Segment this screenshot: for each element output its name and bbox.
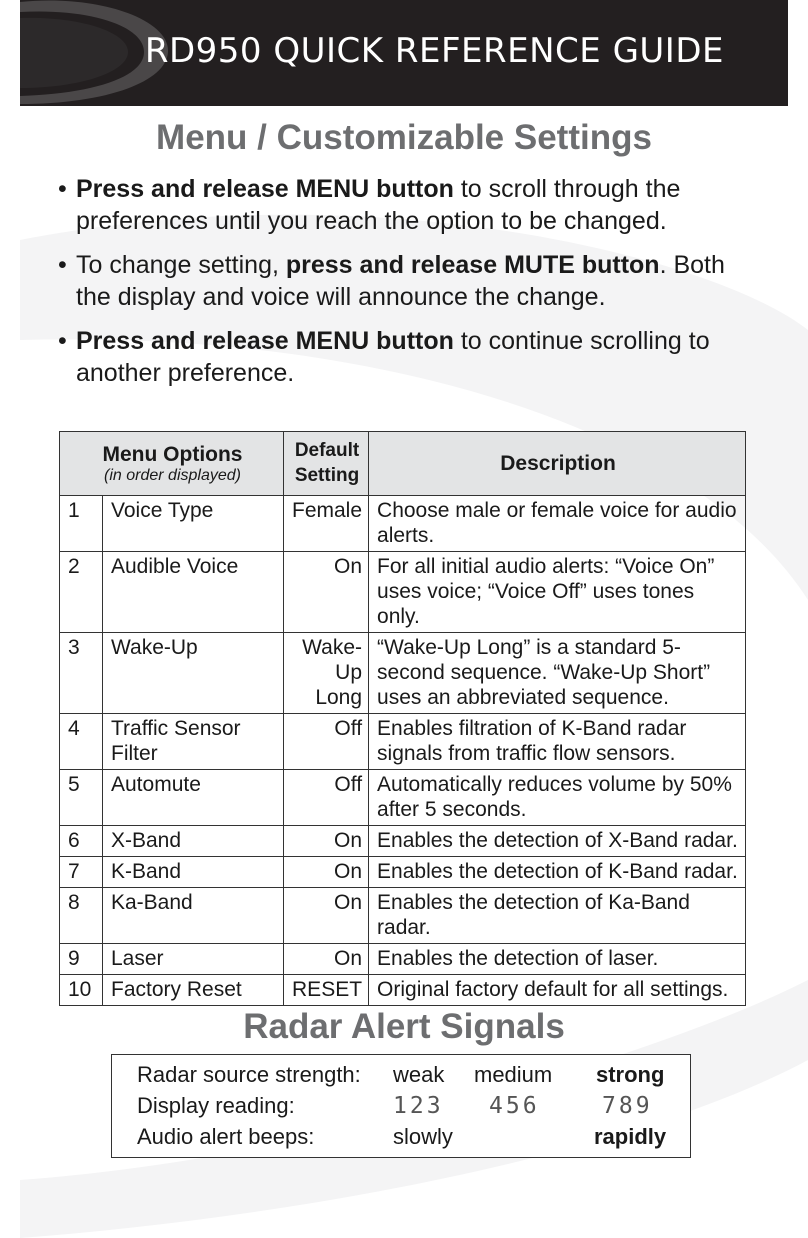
radar-section-title: Radar Alert Signals — [243, 1007, 565, 1046]
row-option: Traffic Sensor Filter — [103, 714, 284, 770]
row-number: 9 — [60, 944, 103, 975]
row-default: On — [284, 552, 369, 633]
row-default: On — [284, 888, 369, 944]
table-row — [60, 826, 746, 857]
table-row — [60, 770, 746, 826]
table-row — [60, 552, 746, 633]
row-default: On — [284, 857, 369, 888]
instruction-bold: Press and release MENU button — [76, 327, 454, 355]
row-description: For all initial audio alerts: “Voice On” uses voice; “Voice Off” uses tones only. — [369, 552, 746, 633]
header-options-sublabel: (in order displayed) — [104, 466, 241, 484]
row-number: 8 — [60, 888, 103, 944]
strength-medium: medium — [474, 1062, 553, 1087]
table-row — [60, 975, 746, 1006]
row-option: Factory Reset — [103, 975, 284, 1006]
header-menu-options — [60, 432, 284, 496]
row-number: 2 — [60, 552, 103, 633]
bullet-icon: • — [58, 327, 67, 355]
row-number: 5 — [60, 770, 103, 826]
row-option: Wake-Up — [103, 633, 284, 714]
menu-section-title: Menu / Customizable Settings — [156, 118, 652, 157]
row-option: X-Band — [103, 826, 284, 857]
table-row — [60, 944, 746, 975]
row-number: 4 — [60, 714, 103, 770]
instruction-bold: Press and release MENU button — [76, 175, 454, 203]
header-banner — [20, 0, 788, 106]
guide-title: RD950 QUICK REFERENCE GUIDE — [144, 31, 724, 71]
row-option: K-Band — [103, 857, 284, 888]
display-label: Display reading: — [137, 1093, 295, 1118]
table-row — [60, 888, 746, 944]
instruction-text: . Both the display and voice will announce the change. — [76, 251, 725, 311]
header-description: Description — [369, 432, 746, 496]
row-description: Enables the detection of laser. — [369, 944, 746, 975]
display-row — [137, 1093, 677, 1123]
row-option: Laser — [103, 944, 284, 975]
beeps-rapidly: rapidly — [594, 1124, 667, 1149]
strength-weak: weak — [393, 1062, 445, 1087]
instruction-text: to scroll through the preferences until you reach the option to be changed. — [76, 175, 681, 235]
row-description: Enables filtration of K-Band radar signals from traffic flow sensors. — [369, 714, 746, 770]
beeps-row — [137, 1124, 677, 1154]
row-description: Automatically reduces volume by 50% after 5 seconds. — [369, 770, 746, 826]
row-number: 10 — [60, 975, 103, 1006]
strength-row — [137, 1062, 677, 1092]
row-option: Automute — [103, 770, 284, 826]
display-reading-1: 123 — [393, 1093, 444, 1119]
menu-options-table — [59, 431, 746, 1006]
bullet-icon: • — [58, 251, 67, 279]
instruction-list — [56, 173, 756, 401]
row-default: On — [284, 944, 369, 975]
instruction-text: To change setting, — [76, 251, 286, 279]
row-option: Audible Voice — [103, 552, 284, 633]
header-options-label: Menu Options — [102, 442, 243, 466]
instruction-item — [56, 325, 756, 389]
row-default: Off — [284, 770, 369, 826]
row-default: Wake-Up Long — [284, 633, 369, 714]
row-description: “Wake-Up Long” is a standard 5-second sequence. “Wake-Up Short” uses an abbreviated sequence. — [369, 633, 746, 714]
display-reading-2: 456 — [489, 1093, 540, 1119]
row-option: Voice Type — [103, 496, 284, 552]
row-default: Off — [284, 714, 369, 770]
table-row — [60, 857, 746, 888]
header-default-setting — [284, 432, 369, 496]
row-number: 7 — [60, 857, 103, 888]
row-description: Enables the detection of K-Band radar. — [369, 857, 746, 888]
row-description: Choose male or female voice for audio alerts. — [369, 496, 746, 552]
table-row — [60, 496, 746, 552]
display-reading-3: 789 — [602, 1093, 653, 1119]
instruction-item — [56, 173, 756, 237]
row-number: 3 — [60, 633, 103, 714]
instruction-item — [56, 249, 756, 313]
instruction-bold: press and release MUTE button — [285, 251, 660, 279]
row-description: Enables the detection of X-Band radar. — [369, 826, 746, 857]
table-row — [60, 714, 746, 770]
row-default: On — [284, 826, 369, 857]
bullet-icon: • — [58, 175, 67, 203]
header-default-line1: Default — [294, 440, 360, 461]
beeps-slowly: slowly — [393, 1124, 453, 1149]
beeps-label: Audio alert beeps: — [137, 1124, 315, 1149]
strength-strong: strong — [596, 1062, 665, 1087]
radar-alert-box — [111, 1054, 691, 1158]
row-number: 6 — [60, 826, 103, 857]
row-option: Ka-Band — [103, 888, 284, 944]
row-default: Female — [284, 496, 369, 552]
row-default: RESET — [284, 975, 369, 1006]
row-description: Original factory default for all settings. — [369, 975, 746, 1006]
header-default-line2: Setting — [294, 465, 360, 486]
row-description: Enables the detection of Ka-Band radar. — [369, 888, 746, 944]
row-number: 1 — [60, 496, 103, 552]
instruction-text: to continue scrolling to another preference. — [76, 327, 710, 387]
menu-table-body — [60, 496, 746, 1006]
table-row — [60, 633, 746, 714]
strength-label: Radar source strength: — [137, 1062, 361, 1087]
